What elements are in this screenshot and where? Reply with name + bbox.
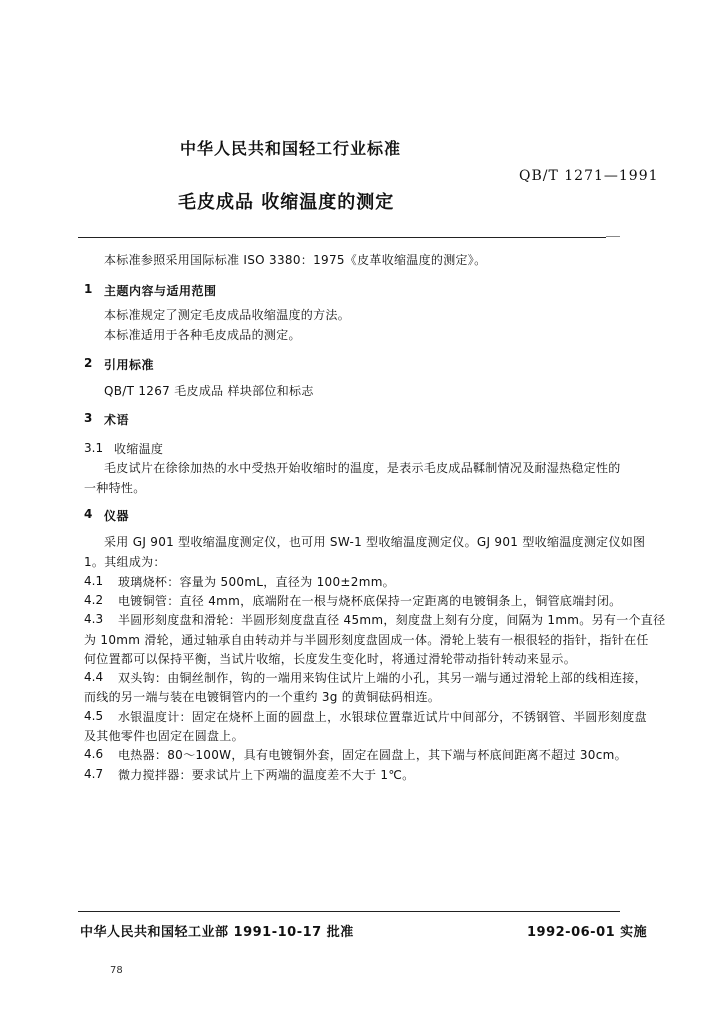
section-2-title: 引用标准 — [104, 358, 155, 372]
header-divider — [78, 237, 606, 238]
section-1-line: 本标准规定了测定毛皮成品收缩温度的方法。 — [104, 308, 351, 322]
issuing-organization: 中华人民共和国轻工行业标准 — [180, 139, 402, 158]
section-4-number: 4 — [84, 507, 93, 521]
section-4-intro-line: 采用 GJ 901 型收缩温度测定仪，也可用 SW-1 型收缩温度测定仪。GJ 901 型收缩温度测定仪如图 — [104, 535, 646, 549]
definition-line: 毛皮试片在徐徐加热的水中受热开始收缩时的温度，是表示毛皮成品鞣制情况及耐湿热稳定性的 — [104, 461, 621, 475]
section-4-intro-line: 1。其组成为： — [84, 555, 166, 569]
clause-text: 玻璃烧杯：容量为 500mL，直径为 100±2mm。 — [118, 575, 395, 589]
section-2-number: 2 — [84, 356, 93, 370]
section-3-title: 术语 — [104, 413, 130, 427]
normative-reference: QB/T 1267 毛皮成品 样块部位和标志 — [104, 384, 314, 398]
clause-text: 而线的另一端与装在电镀铜管内的一个重约 3g 的黄铜砝码相连。 — [84, 690, 441, 704]
section-1-line: 本标准适用于各种毛皮成品的测定。 — [104, 328, 301, 342]
document-title: 毛皮成品 收缩温度的测定 — [178, 192, 395, 213]
clause-number: 4.7 — [84, 767, 104, 781]
section-1-number: 1 — [84, 282, 93, 296]
clause-text: 微力搅拌器：要求试片上下两端的温度差不大于 1℃。 — [118, 768, 415, 782]
section-4-title: 仪器 — [104, 509, 130, 523]
preface-text: 本标准参照采用国际标准 ISO 3380：1975《皮革收缩温度的测定》。 — [104, 253, 487, 267]
clause-text: 为 10mm 滑轮，通过轴承自由转动并与半圆形刻度盘固成一体。滑轮上装有一根很轻的指针，指针在任 — [84, 633, 649, 647]
clause-text: 水银温度计：固定在烧杯上面的圆盘上，水银球位置靠近试片中间部分，不锈钢管、半圆形刻度盘 — [118, 710, 647, 724]
section-1-title: 主题内容与适用范围 — [104, 284, 217, 298]
clause-number: 4.2 — [84, 593, 104, 607]
clause-number: 4.6 — [84, 747, 104, 761]
standard-code: QB/T 1271—1991 — [519, 168, 659, 184]
clause-3-1-title: 收缩温度 — [114, 442, 164, 456]
clause-text: 电热器：80～100W，具有电镀铜外套，固定在圆盘上，其下端与杯底间距离不超过 30cm。 — [118, 748, 627, 762]
clause-text: 电镀铜管：直径 4mm，底端附在一根与烧杯底保持一定距离的电镀铜条上，铜管底端封闭。 — [118, 594, 622, 608]
effective-date: 1992-06-01 实施 — [527, 925, 648, 940]
clause-number: 4.3 — [84, 612, 104, 626]
clause-number: 4.5 — [84, 709, 104, 723]
clause-number: 4.1 — [84, 574, 104, 588]
footer-divider — [78, 911, 620, 912]
approval-statement: 中华人民共和国轻工业部 1991-10-17 批准 — [80, 925, 354, 940]
clause-3-1-number: 3.1 — [84, 441, 104, 455]
header-divider-tail — [606, 236, 620, 237]
clause-text: 及其他零件也固定在圆盘上。 — [84, 729, 244, 743]
section-3-number: 3 — [84, 411, 93, 425]
clause-text: 何位置都可以保持平衡，当试片收缩，长度发生变化时，将通过滑轮带动指针转动来显示。 — [84, 652, 577, 666]
clause-text: 双头钩：由铜丝制作，钩的一端用来钩住试片上端的小孔，其另一端与通过滑轮上部的线相连接， — [118, 671, 647, 685]
clause-text: 半圆形刻度盘和滑轮：半圆形刻度盘直径 45mm，刻度盘上刻有分度，间隔为 1mm。另有一个直径 — [118, 613, 666, 627]
page-number: 78 — [110, 965, 123, 976]
clause-number: 4.4 — [84, 670, 104, 684]
definition-line: 一种特性。 — [84, 481, 146, 495]
